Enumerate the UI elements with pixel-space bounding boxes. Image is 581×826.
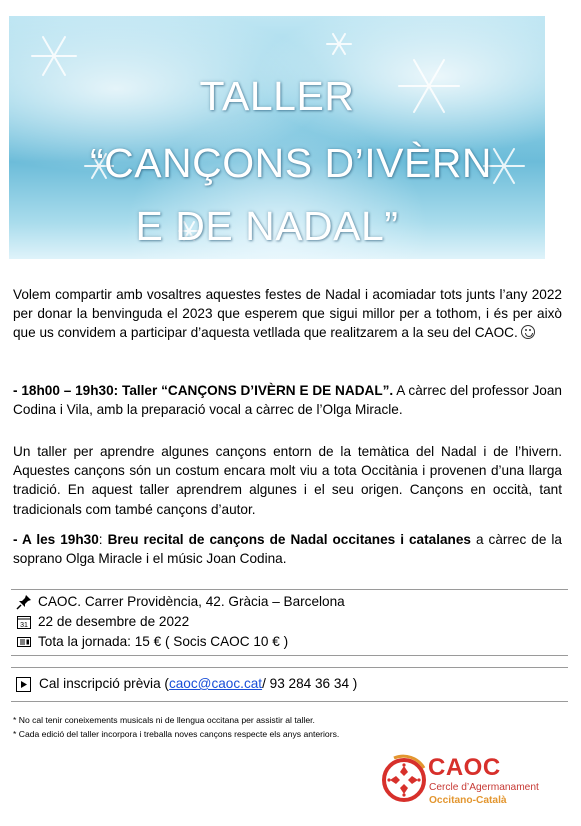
session-workshop bbox=[13, 381, 562, 419]
caoc-logo bbox=[380, 754, 570, 814]
calendar-day: 31 bbox=[20, 622, 28, 629]
play-icon bbox=[16, 677, 31, 692]
registration-row bbox=[16, 675, 357, 693]
workshop-description: Un taller per aprendre algunes cançons entorn de la temàtica del Nadal i de l’hivern. Aquestes cançons són un costum encara molt viu a tota Occitània i provenen d’una llarga tradició. En aquest taller aprendrem algunes i el seu origen. Cançons en occità, tant tradicionals com també cançons d’autor. bbox=[13, 444, 562, 517]
intro-paragraph bbox=[13, 285, 562, 343]
footnotes bbox=[13, 713, 339, 741]
session-recital-sep: : bbox=[98, 532, 108, 547]
logo-subtitle-1: Cercle d’Agermanament bbox=[429, 782, 539, 793]
session-recital-details: a càrrec de la soprano Olga Miracle i el músic Joan Codina. bbox=[13, 532, 562, 567]
price-text: Tota la jornada: 15 € ( Socis CAOC 10 € ) bbox=[38, 634, 289, 649]
intro-text: Volem compartir amb vosaltres aquestes festes de Nadal i acomiadar tots junts l’any 2022 per donar la benvinguda el 2023 que esperem que sigui millor per a tothom, i és per això que us convidem a participar d’aquesta vetllada que realitzarem a la seu del CAOC. bbox=[13, 287, 562, 341]
registration-prefix: Cal inscripció prèvia ( bbox=[39, 676, 169, 691]
location-row bbox=[16, 593, 345, 611]
session-recital-time: - A les 19h30 bbox=[13, 532, 99, 547]
calendar-icon bbox=[16, 614, 32, 630]
session-recital bbox=[13, 530, 562, 568]
ticket-icon bbox=[16, 634, 32, 650]
event-info-box bbox=[11, 589, 568, 656]
banner-title-line-1: TALLER bbox=[199, 73, 355, 119]
registration-box bbox=[11, 667, 568, 702]
location-text: CAOC. Carrer Providència, 42. Gràcia – Barcelona bbox=[38, 594, 345, 609]
session-workshop-details: A càrrec del professor Joan Codina i Vila, amb la preparació vocal a càrrec de l’Olga Miracle. bbox=[13, 383, 562, 418]
laughing-emoji-icon bbox=[521, 325, 535, 339]
date-text: 22 de desembre de 2022 bbox=[38, 614, 190, 629]
registration-suffix: / 93 284 36 34 ) bbox=[262, 676, 358, 691]
logo-subtitle-2: Occitano-Català bbox=[429, 795, 507, 806]
footnote-1: * No cal tenir coneixements musicals ni de llengua occitana per assistir al taller. bbox=[13, 715, 315, 725]
pin-icon bbox=[16, 594, 32, 610]
date-row bbox=[16, 613, 189, 631]
price-row bbox=[16, 633, 288, 651]
footnote-2: * Cada edició del taller incorpora i treballa noves cançons respecte els anys anteriors. bbox=[13, 729, 340, 739]
header-banner bbox=[9, 16, 545, 259]
banner-title-line-3: E DE NADAL” bbox=[135, 203, 399, 249]
banner-title-line-2: “CANÇONS D’IVÈRN bbox=[89, 140, 493, 186]
email-link[interactable]: caoc@caoc.cat bbox=[168, 676, 263, 691]
session-workshop-time: - 18h00 – 19h30: Taller “CANÇONS D’IVÈRN E DE NADAL”. bbox=[13, 383, 394, 398]
occitan-cross-icon bbox=[380, 754, 428, 810]
logo-name: CAOC bbox=[428, 754, 501, 781]
session-recital-title: Breu recital de cançons de Nadal occitanes i catalanes bbox=[107, 532, 471, 547]
